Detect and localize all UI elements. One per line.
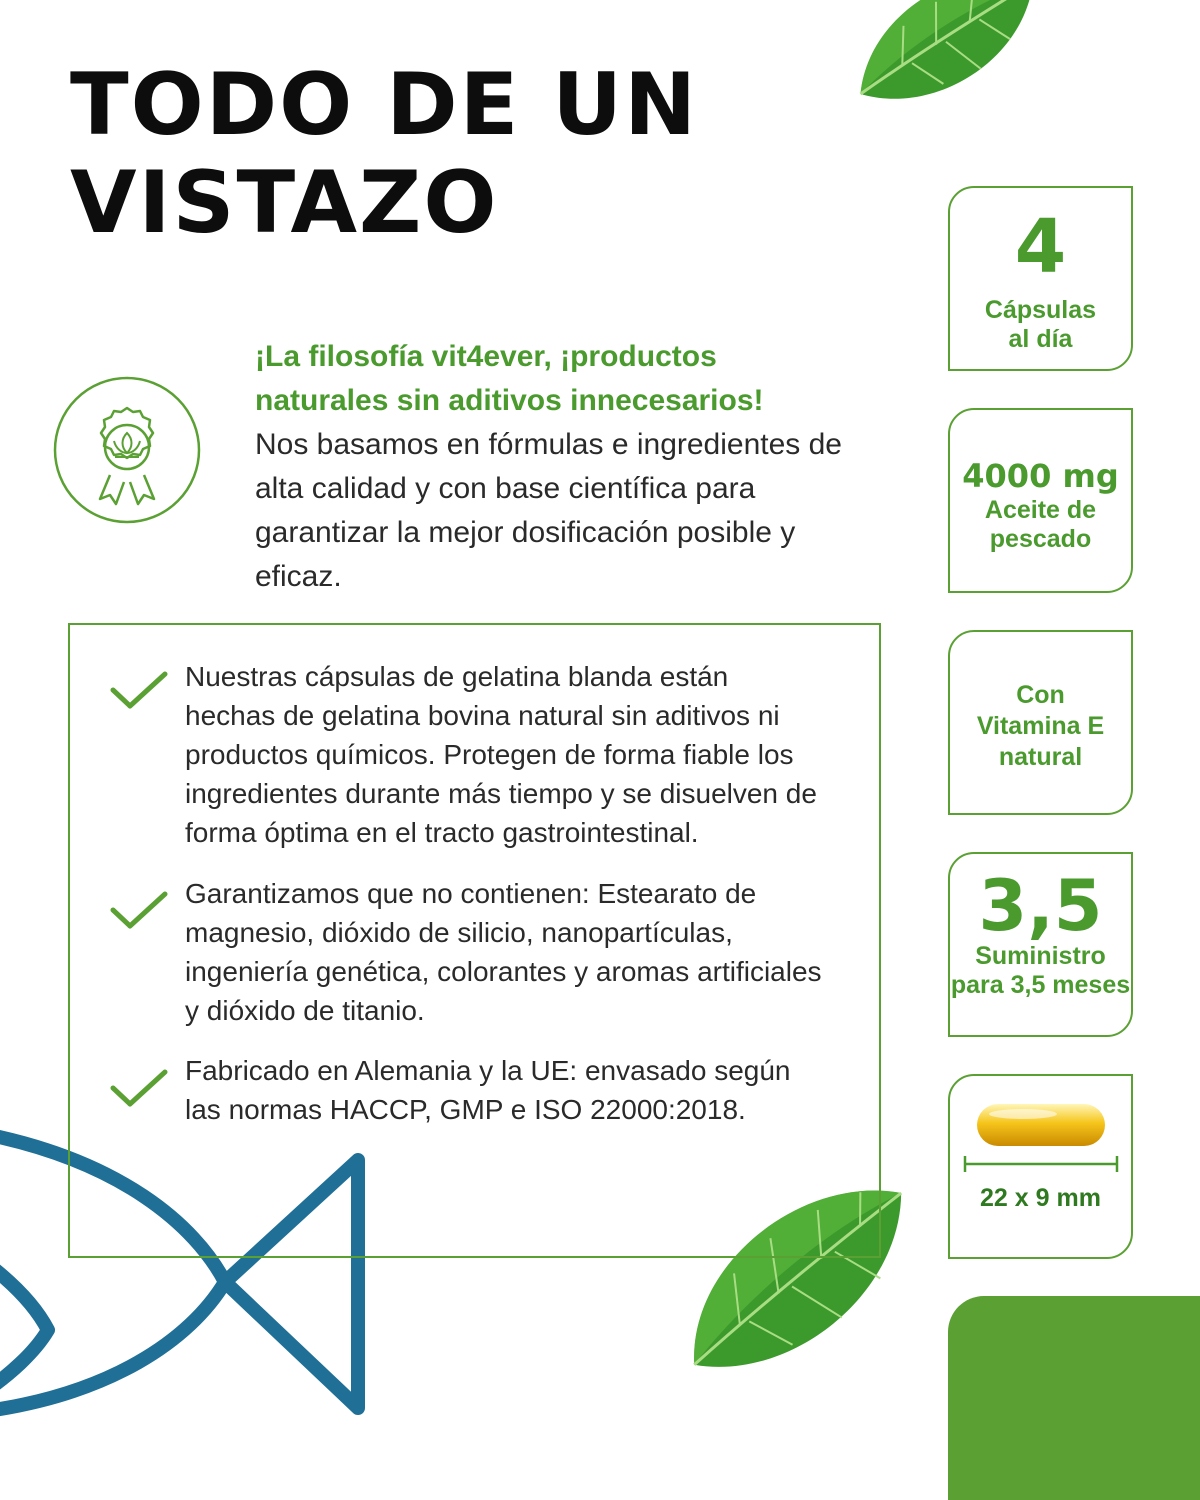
page-title-line-1: TODO DE UN xyxy=(70,55,699,155)
philosophy-body: Nos basamos en fórmulas e ingredientes de alta calidad y con base científica para garantizar la mejor dosificación posible y eficaz. xyxy=(255,428,842,593)
stat-card-vitamin xyxy=(948,630,1133,815)
stat-value: 4000 mg xyxy=(962,457,1119,495)
stat-label: Con xyxy=(1016,681,1065,709)
stat-card-capsules xyxy=(948,186,1133,371)
stat-value: 4 xyxy=(1014,204,1067,290)
leaf-icon xyxy=(834,0,1058,126)
feature-no-additives: Garantizamos que no contienen: Estearato de magnesio, dióxido de silicio, nanopartículas, ingeniería genética, colorantes y aromas artificiales y dióxido de titanio. xyxy=(185,878,822,1026)
page-title-line-2: VISTAZO xyxy=(70,153,499,253)
checkmark-icon xyxy=(108,888,170,932)
softgel-capsule-icon xyxy=(963,1100,1119,1180)
capsule-size-label: 22 x 9 mm xyxy=(980,1184,1101,1212)
checkmark-icon xyxy=(108,668,170,712)
stat-label: Vitamina E xyxy=(976,712,1105,740)
feature-softgel: Nuestras cápsulas de gelatina blanda están hechas de gelatina bovina natural sin aditivos ni productos químicos. Protegen de forma fiable los ingredientes durante más tiempo y se disuelven de forma óptima en el tracto gastrointestinal. xyxy=(185,661,817,848)
stat-card-dose xyxy=(948,408,1133,593)
stat-label: Suministro xyxy=(975,942,1106,970)
checkmark-icon xyxy=(108,1066,170,1110)
stat-label: para 3,5 meses xyxy=(950,971,1131,999)
seal-badge-icon xyxy=(52,375,202,525)
stat-label: natural xyxy=(998,743,1083,771)
feature-made-in-germany: Fabricado en Alemania y la UE: envasado según las normas HACCP, GMP e ISO 22000:2018. xyxy=(185,1055,791,1125)
stat-card-supply xyxy=(948,852,1133,1037)
green-corner-block xyxy=(948,1296,1200,1500)
stat-label: pescado xyxy=(989,525,1092,553)
stat-label: Cápsulas xyxy=(984,296,1097,324)
stat-label: Aceite de xyxy=(984,496,1097,524)
philosophy-intro xyxy=(255,335,855,599)
stat-card-size xyxy=(948,1074,1133,1259)
philosophy-lead: ¡La filosofía vit4ever, ¡productos naturales sin aditivos innecesarios! xyxy=(255,340,764,417)
stat-label: al día xyxy=(1008,325,1073,353)
stat-value: 3,5 xyxy=(978,865,1103,947)
